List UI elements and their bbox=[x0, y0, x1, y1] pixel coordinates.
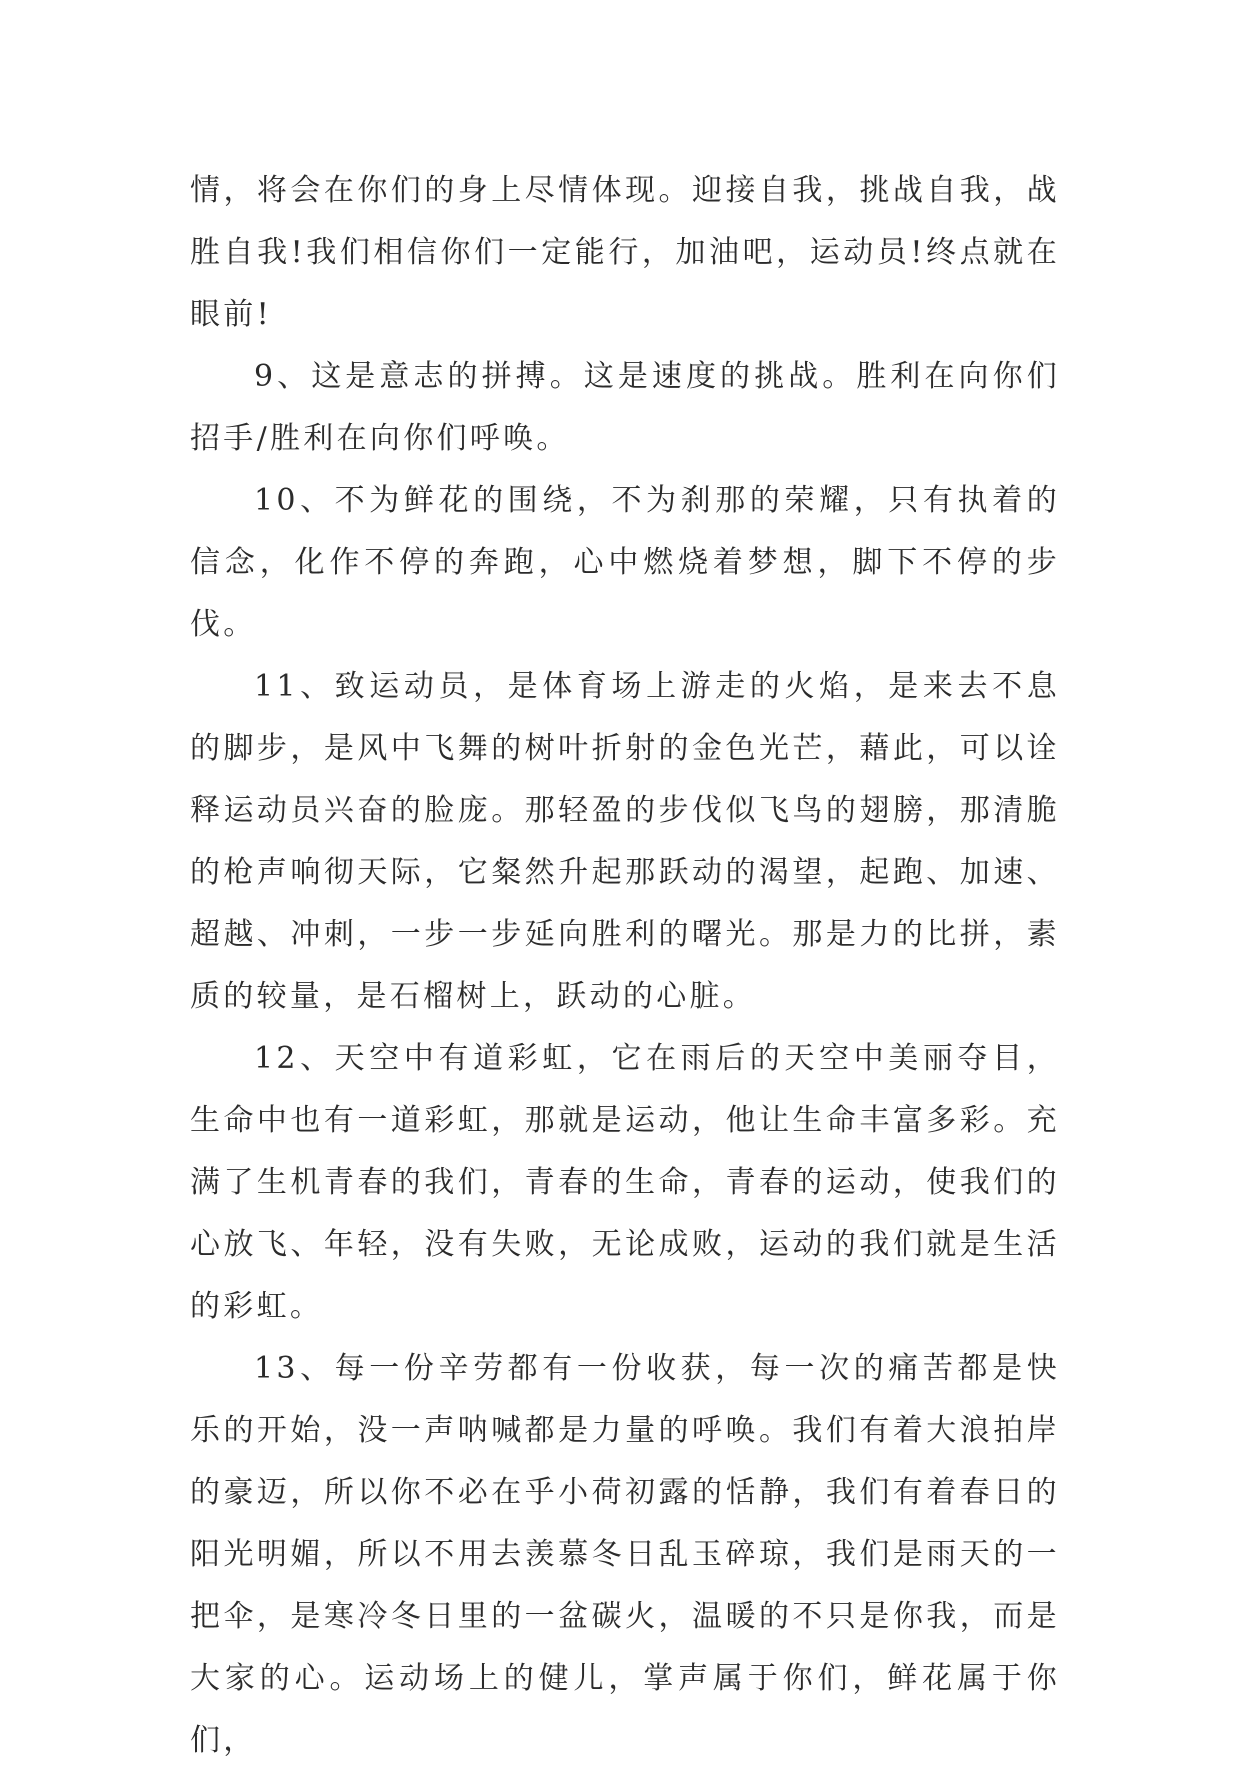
paragraph-item-10: 10、不为鲜花的围绕，不为刹那的荣耀，只有执着的信念，化作不停的奔跑，心中燃烧着梦想，脚下不停的步伐。 bbox=[190, 483, 1060, 642]
paragraph-item-9: 9、这是意志的拼搏。这是速度的挑战。胜利在向你们招手/胜利在向你们呼唤。 bbox=[190, 359, 1060, 456]
paragraph-item-11: 11、致运动员，是体育场上游走的火焰，是来去不息的脚步，是风中飞舞的树叶折射的金色光芒，藉此，可以诠释运动员兴奋的脸庞。那轻盈的步伐似飞鸟的翅膀，那清脆的枪声响彻天际，它粲然升起那跃动的渴望，起跑、加速、超越、冲刺，一步一步延向胜利的曙光。那是力的比拼，素质的较量，是石榴树上，跃动的心脏。 bbox=[190, 669, 1060, 1014]
paragraph-item-12: 12、天空中有道彩虹，它在雨后的天空中美丽夺目，生命中也有一道彩虹，那就是运动，他让生命丰富多彩。充满了生机青春的我们，青春的生命，青春的运动，使我们的心放飞、年轻，没有失败，无论成败，运动的我们就是生活的彩虹。 bbox=[190, 1041, 1060, 1324]
paragraph-item-13: 13、每一份辛劳都有一份收获，每一次的痛苦都是快乐的开始，没一声呐喊都是力量的呼唤。我们有着大浪拍岸的豪迈，所以你不必在乎小荷初露的恬静，我们有着春日的阳光明媚，所以不用去羡慕冬日乱玉碎琼，我们是雨天的一把伞，是寒冷冬日里的一盆碳火，温暖的不只是你我，而是大家的心。运动场上的健儿，掌声属于你们，鲜花属于你们， bbox=[190, 1351, 1060, 1758]
document-body bbox=[190, 160, 1060, 1772]
paragraph-continuation: 情，将会在你们的身上尽情体现。迎接自我，挑战自我，战胜自我!我们相信你们一定能行，加油吧，运动员!终点就在眼前! bbox=[190, 173, 1060, 332]
